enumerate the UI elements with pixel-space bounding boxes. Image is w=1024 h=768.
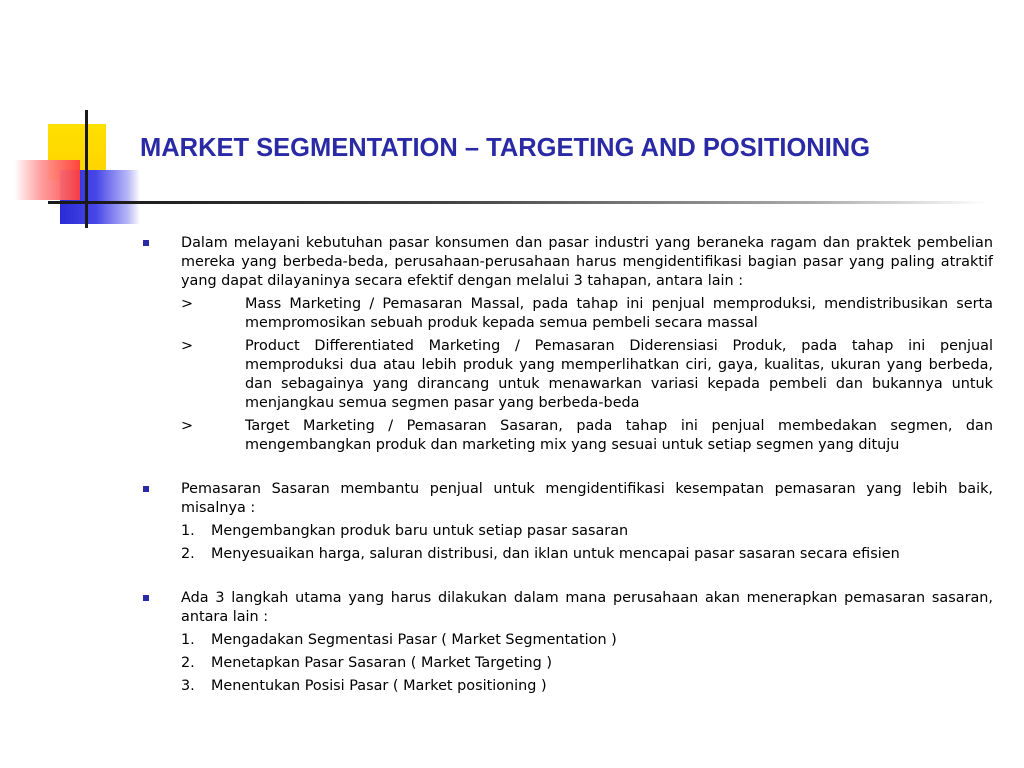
slide-logo xyxy=(0,0,160,240)
sub-item-marker: > xyxy=(181,338,194,354)
sub-item-text: Target Marketing / Pemasaran Sasaran, pada tahap ini penjual membedakan segmen, dan mengembangkan produk dan marketing mix yang sesuai untuk setiap segmen yang dituju xyxy=(245,418,993,453)
vertical-rule-decoration xyxy=(85,110,88,228)
slide-content xyxy=(140,234,993,696)
bullet-text: Ada 3 langkah utama yang harus dilakukan dalam mana perusahaan akan menerapkan pemasaran sasaran, antara lain : xyxy=(181,590,993,625)
numbered-item xyxy=(140,677,993,696)
numbered-item xyxy=(140,522,993,541)
red-square-decoration xyxy=(14,160,80,200)
item-text: Menentukan Posisi Pasar ( Market positioning ) xyxy=(211,678,547,694)
sub-item-1 xyxy=(140,295,993,333)
item-text: Menyesuaikan harga, saluran distribusi, dan iklan untuk mencapai pasar sasaran secara efisien xyxy=(211,546,900,562)
bullet-point-2 xyxy=(140,480,993,518)
item-text: Menetapkan Pasar Sasaran ( Market Targeting ) xyxy=(211,655,552,671)
square-bullet-icon xyxy=(143,595,149,601)
numbered-item xyxy=(140,631,993,650)
bullet-text: Pemasaran Sasaran membantu penjual untuk mengidentifikasi kesempatan pemasaran yang lebih baik, misalnya : xyxy=(181,481,993,516)
bullet-point-3 xyxy=(140,589,993,627)
item-number: 2. xyxy=(181,546,195,562)
sub-item-3 xyxy=(140,417,993,455)
numbered-item xyxy=(140,545,993,564)
item-text: Mengadakan Segmentasi Pasar ( Market Segmentation ) xyxy=(211,632,617,648)
sub-item-marker: > xyxy=(181,418,194,434)
sub-item-marker: > xyxy=(181,296,194,312)
square-bullet-icon xyxy=(143,486,149,492)
item-number: 1. xyxy=(181,523,195,539)
item-number: 2. xyxy=(181,655,195,671)
sub-item-text: Product Differentiated Marketing / Pemasaran Diderensiasi Produk, pada tahap ini penjual memproduksi dua atau lebih produk yang memperlihatkan ciri, gaya, kualitas, ukuran yang berbeda, dan sebagainya yang dirancang untuk menawarkan variasi kepada pembeli dan bukannya untuk menjangkau semua segmen pasar yang berbeda-beda xyxy=(245,338,993,411)
item-number: 3. xyxy=(181,678,195,694)
sub-item-2 xyxy=(140,337,993,413)
square-bullet-icon xyxy=(143,240,149,246)
item-text: Mengembangkan produk baru untuk setiap pasar sasaran xyxy=(211,523,629,539)
slide-title: MARKET SEGMENTATION – TARGETING AND POSITIONING xyxy=(140,134,871,162)
numbered-item xyxy=(140,654,993,673)
item-number: 1. xyxy=(181,632,195,648)
short-rule-decoration xyxy=(48,201,98,204)
sub-item-text: Mass Marketing / Pemasaran Massal, pada tahap ini penjual memproduksi, mendistribusikan serta mempromosikan sebuah produk kepada semua pembeli secara massal xyxy=(245,296,993,331)
title-underline xyxy=(98,201,988,204)
bullet-point-1 xyxy=(140,234,993,291)
bullet-text: Dalam melayani kebutuhan pasar konsumen dan pasar industri yang beraneka ragam dan praktek pembelian mereka yang berbeda-beda, perusahaan-perusahaan harus mengidentifikasi bagian pasar yang paling atraktif yang dapat dilayaninya secara efektif dengan melalui 3 tahapan, antara lain : xyxy=(181,235,993,289)
